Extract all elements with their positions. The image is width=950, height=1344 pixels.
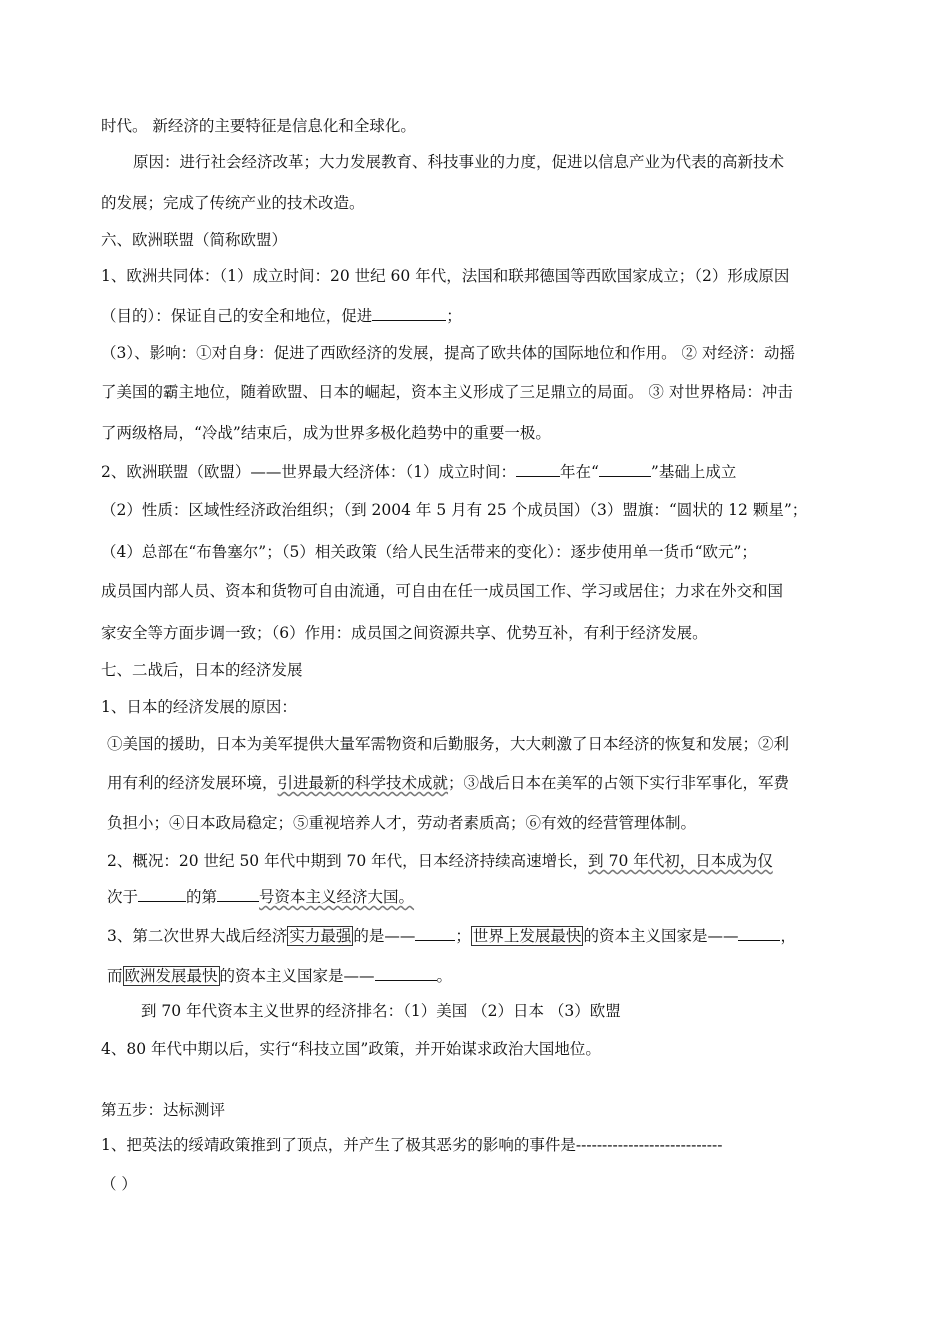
section-heading: 第五步：达标测评 — [101, 1101, 226, 1119]
answer-parentheses[interactable]: （ ） — [101, 1175, 137, 1193]
text-segment: 年在“ — [559, 463, 599, 481]
text-line: 了两级格局，“冷战”结束后，成为世界多极化趋势中的重要一极。 — [101, 424, 551, 442]
text-line: 1、欧洲共同体：（1）成立时间：20 世纪 60 年代，法国和联邦德国等西欧国家成立；（2）形成原因 — [101, 267, 790, 285]
text-line — [101, 461, 736, 482]
boxed-phrase: 欧洲发展最快 — [124, 967, 218, 985]
text-line: 家安全等方面步调一致；（6）作用：成员国之间资源共享、优势互补，有利于经济发展。 — [101, 624, 708, 642]
text-segment: 号资本主义经济大国。 — [259, 888, 415, 906]
text-line: （2）性质：区域性经济政治组织；（到 2004 年 5 月有 25 个成员国）（3）盟旗：“圆状的 12 颗星”； — [101, 501, 808, 519]
text-segment: ；③战后日本在美军的占领下实行非军事化，军费 — [448, 774, 790, 792]
text-line: （3）、影响：①对自身：促进了西欧经济的发展，提高了欧共体的国际地位和作用。 ② 对经济：动摇 — [101, 344, 795, 362]
highlighted-phrase: 到 70 年代初，日本成为仅 — [588, 852, 773, 870]
text-segment: ； — [455, 927, 471, 945]
text-line: 到 70 年代资本主义世界的经济排名：（1）美国 （2）日本 （3）欧盟 — [141, 1002, 621, 1020]
boxed-phrase: 世界上发展最快 — [472, 927, 582, 945]
text-line: ①美国的援助，日本为美军提供大量军需物资和后勤服务，大大刺激了日本经济的恢复和发展；②利 — [107, 735, 790, 753]
text-segment: ； — [446, 307, 462, 325]
answer-blank[interactable] — [415, 925, 455, 941]
answer-blank[interactable] — [738, 925, 780, 941]
text-line: 的发展；完成了传统产业的技术改造。 — [101, 194, 365, 212]
text-line — [101, 305, 462, 326]
text-segment: 而 — [107, 967, 123, 985]
text-line: 成员国内部人员、资本和货物可自由流通，可自由在任一成员国工作、学习或居住；力求在外交和国 — [101, 582, 784, 600]
answer-blank[interactable] — [599, 461, 651, 477]
text-line: 原因：进行社会经济改革；大力发展教育、科技事业的力度，促进以信息产业为代表的高新技术 — [133, 153, 785, 171]
text-segment: 2、欧洲联盟（欧盟）——世界最大经济体：（1）成立时间： — [101, 463, 516, 481]
section-heading: 六、欧洲联盟（简称欧盟） — [101, 231, 288, 249]
text-segment: 2、概况：20 世纪 50 年代中期到 70 年代，日本经济持续高速增长， — [107, 852, 589, 870]
text-line: （4）总部在“布鲁塞尔”；（5）相关政策（给人民生活带来的变化）：逐步使用单一货币“欧元”； — [101, 543, 757, 561]
text-line — [107, 851, 773, 871]
answer-blank[interactable] — [138, 886, 186, 902]
text-line — [107, 886, 414, 907]
text-segment: ， — [780, 927, 796, 945]
answer-blank[interactable] — [372, 305, 446, 321]
boxed-phrase: 实力最强 — [289, 927, 352, 945]
text-segment: 。 — [436, 967, 453, 985]
answer-blank[interactable] — [516, 461, 560, 477]
text-line — [107, 773, 789, 793]
text-line — [107, 925, 796, 946]
text-segment: 的第 — [186, 888, 218, 906]
text-line: 负担小；④日本政局稳定；⑤重视培养人才，劳动者素质高；⑥有效的经营管理体制。 — [107, 814, 697, 832]
section-heading: 七、二战后，日本的经济发展 — [101, 661, 303, 679]
text-segment: 的资本主义国家是—— — [583, 927, 739, 945]
text-line: 1、日本的经济发展的原因： — [101, 698, 297, 716]
text-line: 时代。 新经济的主要特征是信息化和全球化。 — [101, 117, 416, 135]
highlighted-phrase: 引进最新的科学技术成就 — [277, 774, 449, 792]
text-segment: 用有利的经济发展环境， — [107, 774, 278, 792]
text-line: 了美国的霸主地位，随着欧盟、日本的崛起，资本主义形成了三足鼎立的局面。 ③ 对世界格局：冲击 — [101, 383, 793, 401]
text-line — [107, 965, 452, 986]
text-segment: ”基础上成立 — [650, 463, 737, 481]
text-segment: 次于 — [107, 888, 139, 906]
text-segment: 的资本主义国家是—— — [219, 967, 375, 985]
text-segment: 的是—— — [353, 927, 416, 945]
text-line: 4、80 年代中期以后，实行“科技立国”政策，并开始谋求政治大国地位。 — [101, 1040, 601, 1058]
question-text: 1、把英法的绥靖政策推到了顶点，并产生了极其恶劣的影响的事件是---------------------------- — [101, 1136, 723, 1154]
answer-blank[interactable] — [375, 965, 437, 981]
text-segment: 3、第二次世界大战后经济 — [107, 927, 288, 945]
answer-blank[interactable] — [217, 886, 259, 902]
text-segment: （目的）：保证自己的安全和地位，促进 — [101, 307, 373, 325]
